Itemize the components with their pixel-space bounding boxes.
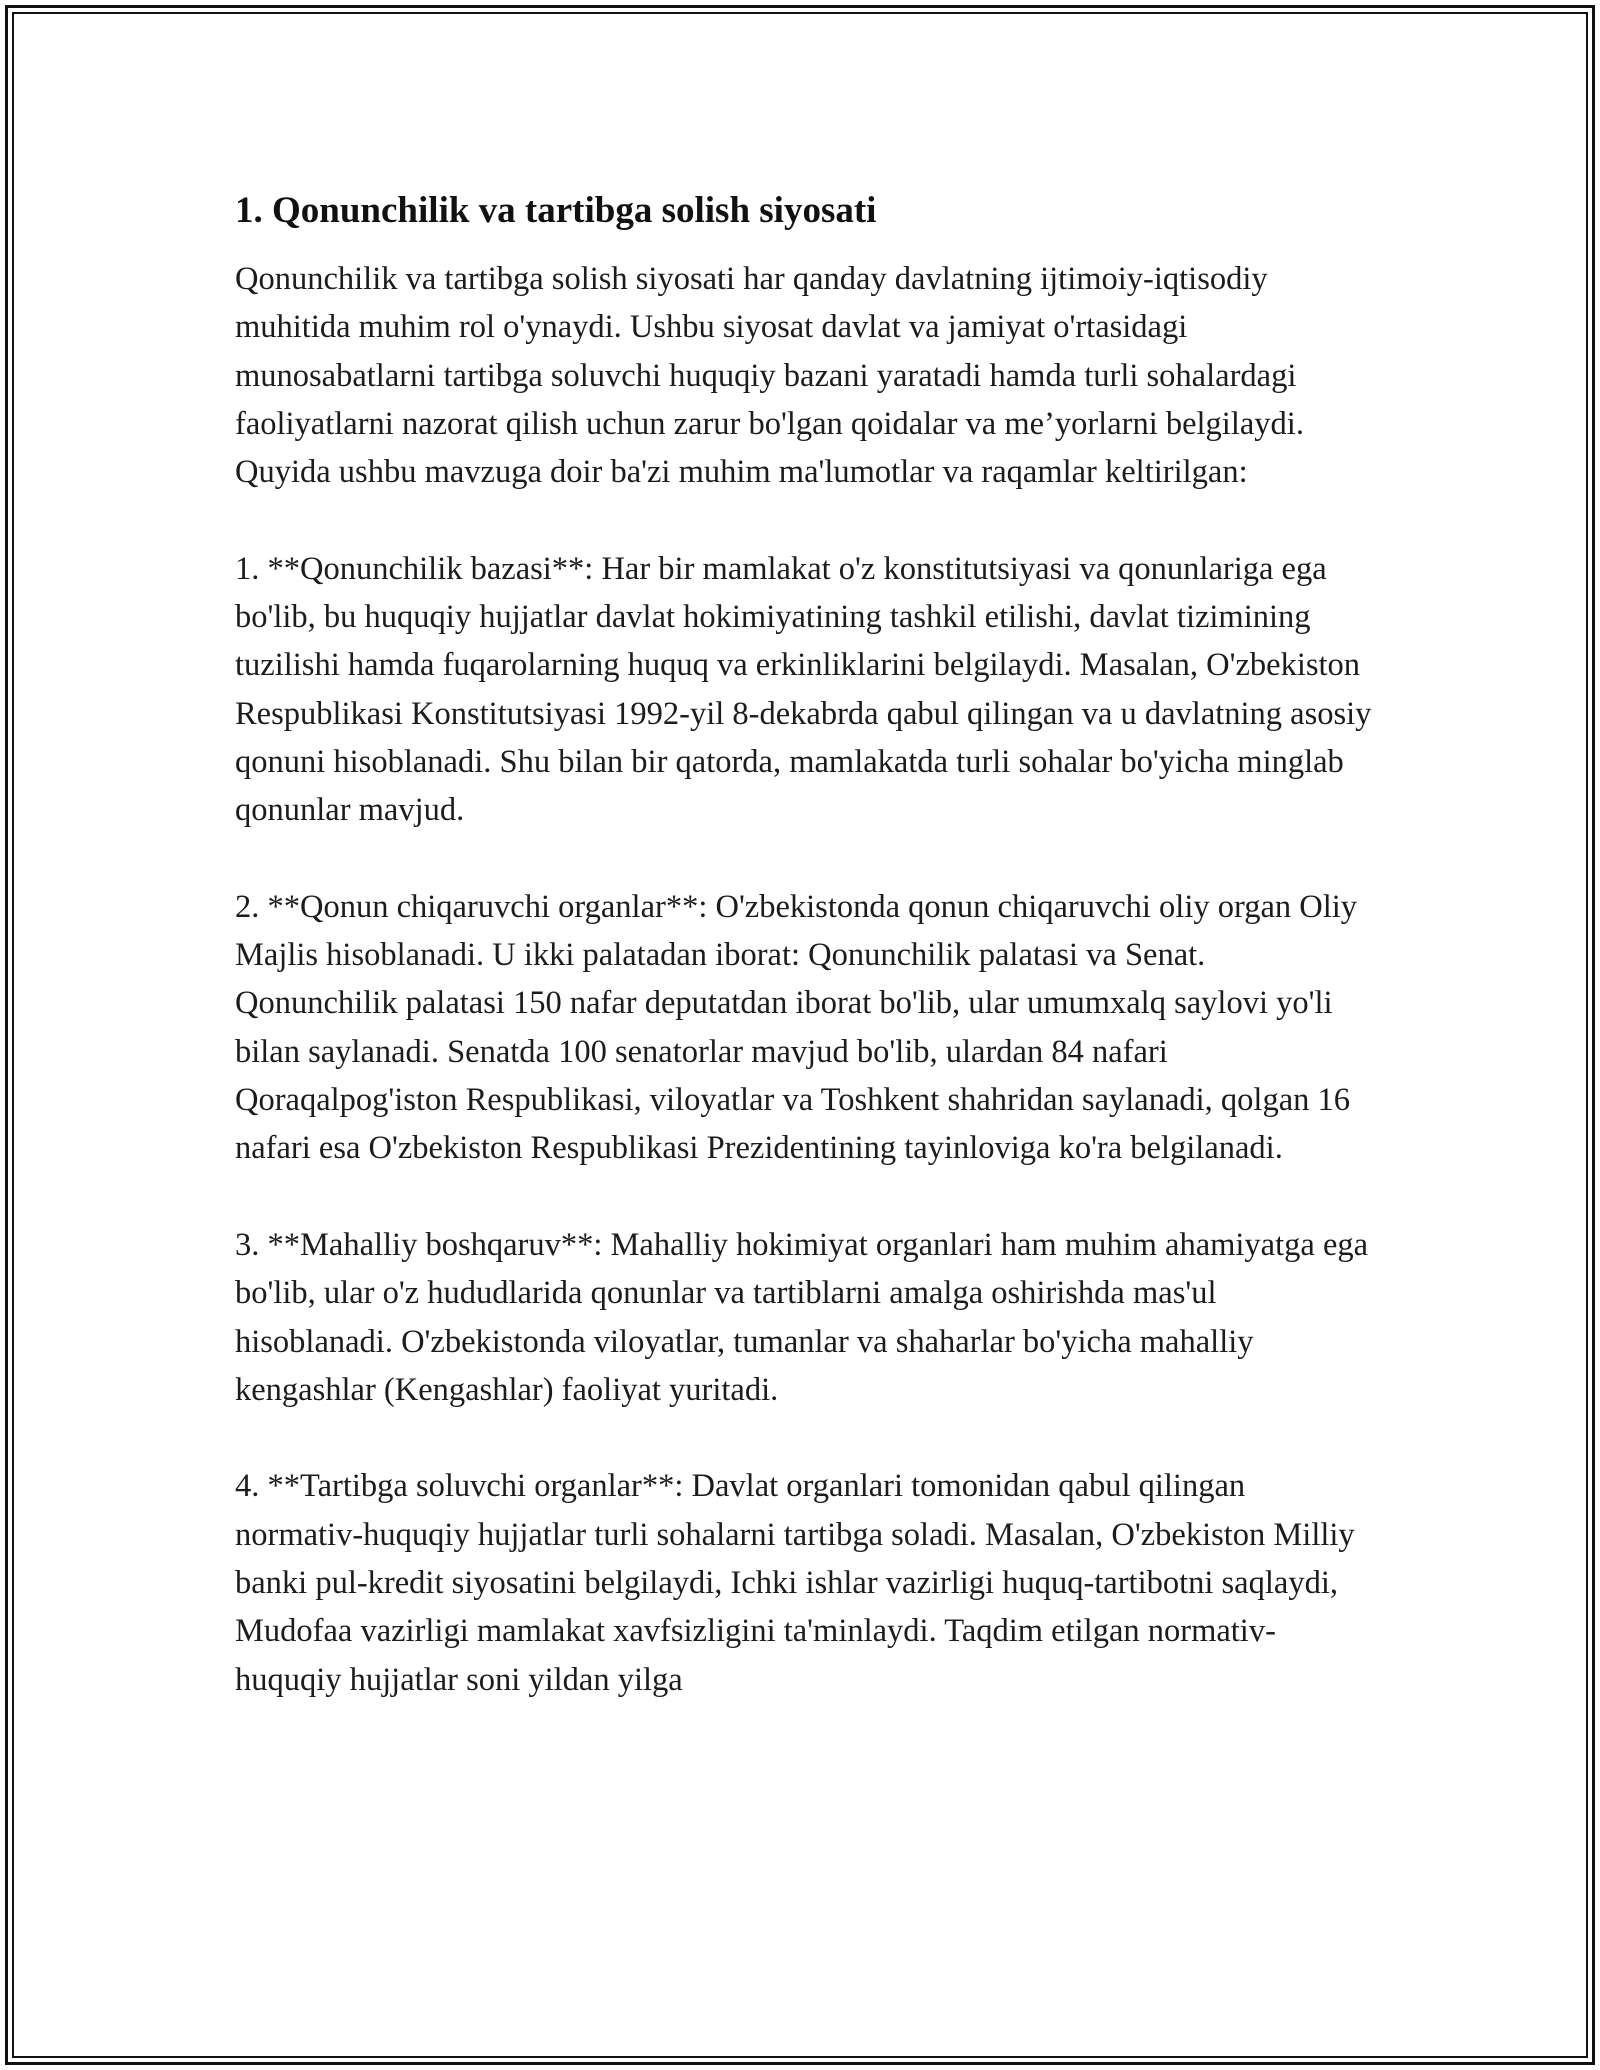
paragraph-qonunchilik-bazasi: 1. **Qonunchilik bazasi**: Har bir mamlakat o'z konstitutsiyasi va qonunlariga ega bo'lib, bu huquqiy hujjatlar davlat hokimiyatining tashkil etilishi, davlat tizimining tuzilishi hamda fuqarolarning huquq va erkinliklarini belgilaydi. Masalan, O'zbekiston Respublikasi Konstitutsiyasi 1992-yil 8-dekabrda qabul qilingan va u davlatning asosiy qonuni hisoblanadi. Shu bilan bir qatorda, mamlakatda turli sohalar bo'yicha minglab qonunlar mavjud. — [235, 550, 1372, 829]
section-heading: 1. Qonunchilik va tartibga solish siyosati — [235, 190, 877, 231]
intro-paragraph: Qonunchilik va tartibga solish siyosati har qanday davlatning ijtimoiy-iqtisodiy muhitida muhim rol o'ynaydi. Ushbu siyosat davlat va jamiyat o'rtasidagi munosabatlarni tartibga soluvchi huquqiy bazani yaratadi hamda turli sohalardagi faoliyatlarni nazorat qilish uchun zarur bo'lgan qoidalar va me’yorlarni belgilaydi. Quyida ushbu mavzuga doir ba'zi muhim ma'lumotlar va raqamlar keltirilgan: — [235, 261, 1304, 491]
document-body — [235, 187, 1375, 1752]
paragraph-tartibga-soluvchi-organlar: 4. **Tartibga soluvchi organlar**: Davlat organlari tomonidan qabul qilingan normativ-huquqiy hujjatlar turli sohalarni tartibga soladi. Masalan, O'zbekiston Milliy banki pul-kredit siyosatini belgilaydi, Ichki ishlar vazirligi huquq-tartibotni saqlaydi, Mudofaa vazirligi mamlakat xavfsizligini ta'minlaydi. Taqdim etilgan normativ-huquqiy hujjatlar soni yildan yilga — [235, 1468, 1355, 1698]
paragraph-qonun-chiqaruvchi-organlar: 2. **Qonun chiqaruvchi organlar**: O'zbekistonda qonun chiqaruvchi oliy organ Oliy Majlis hisoblanadi. U ikki palatadan iborat: Qonunchilik palatasi va Senat. Qonunchilik palatasi 150 nafar deputatdan iborat bo'lib, ular umumxalq saylovi yo'li bilan saylanadi. Senatda 100 senatorlar mavjud bo'lib, ulardan 84 nafari Qoraqalpog'iston Respublikasi, viloyatlar va Toshkent shahridan saylanadi, qolgan 16 nafari esa O'zbekiston Respublikasi Prezidentining tayinloviga ko'ra belgilanadi. — [235, 888, 1358, 1167]
paragraph-mahalliy-boshqaruv: 3. **Mahalliy boshqaruv**: Mahalliy hokimiyat organlari ham muhim ahamiyatga ega bo'lib, ular o'z hududlarida qonunlar va tartiblarni amalga oshirishda mas'ul hisoblanadi. O'zbekistonda viloyatlar, tumanlar va shaharlar bo'yicha mahalliy kengashlar (Kengashlar) faoliyat yuritadi. — [235, 1226, 1369, 1408]
